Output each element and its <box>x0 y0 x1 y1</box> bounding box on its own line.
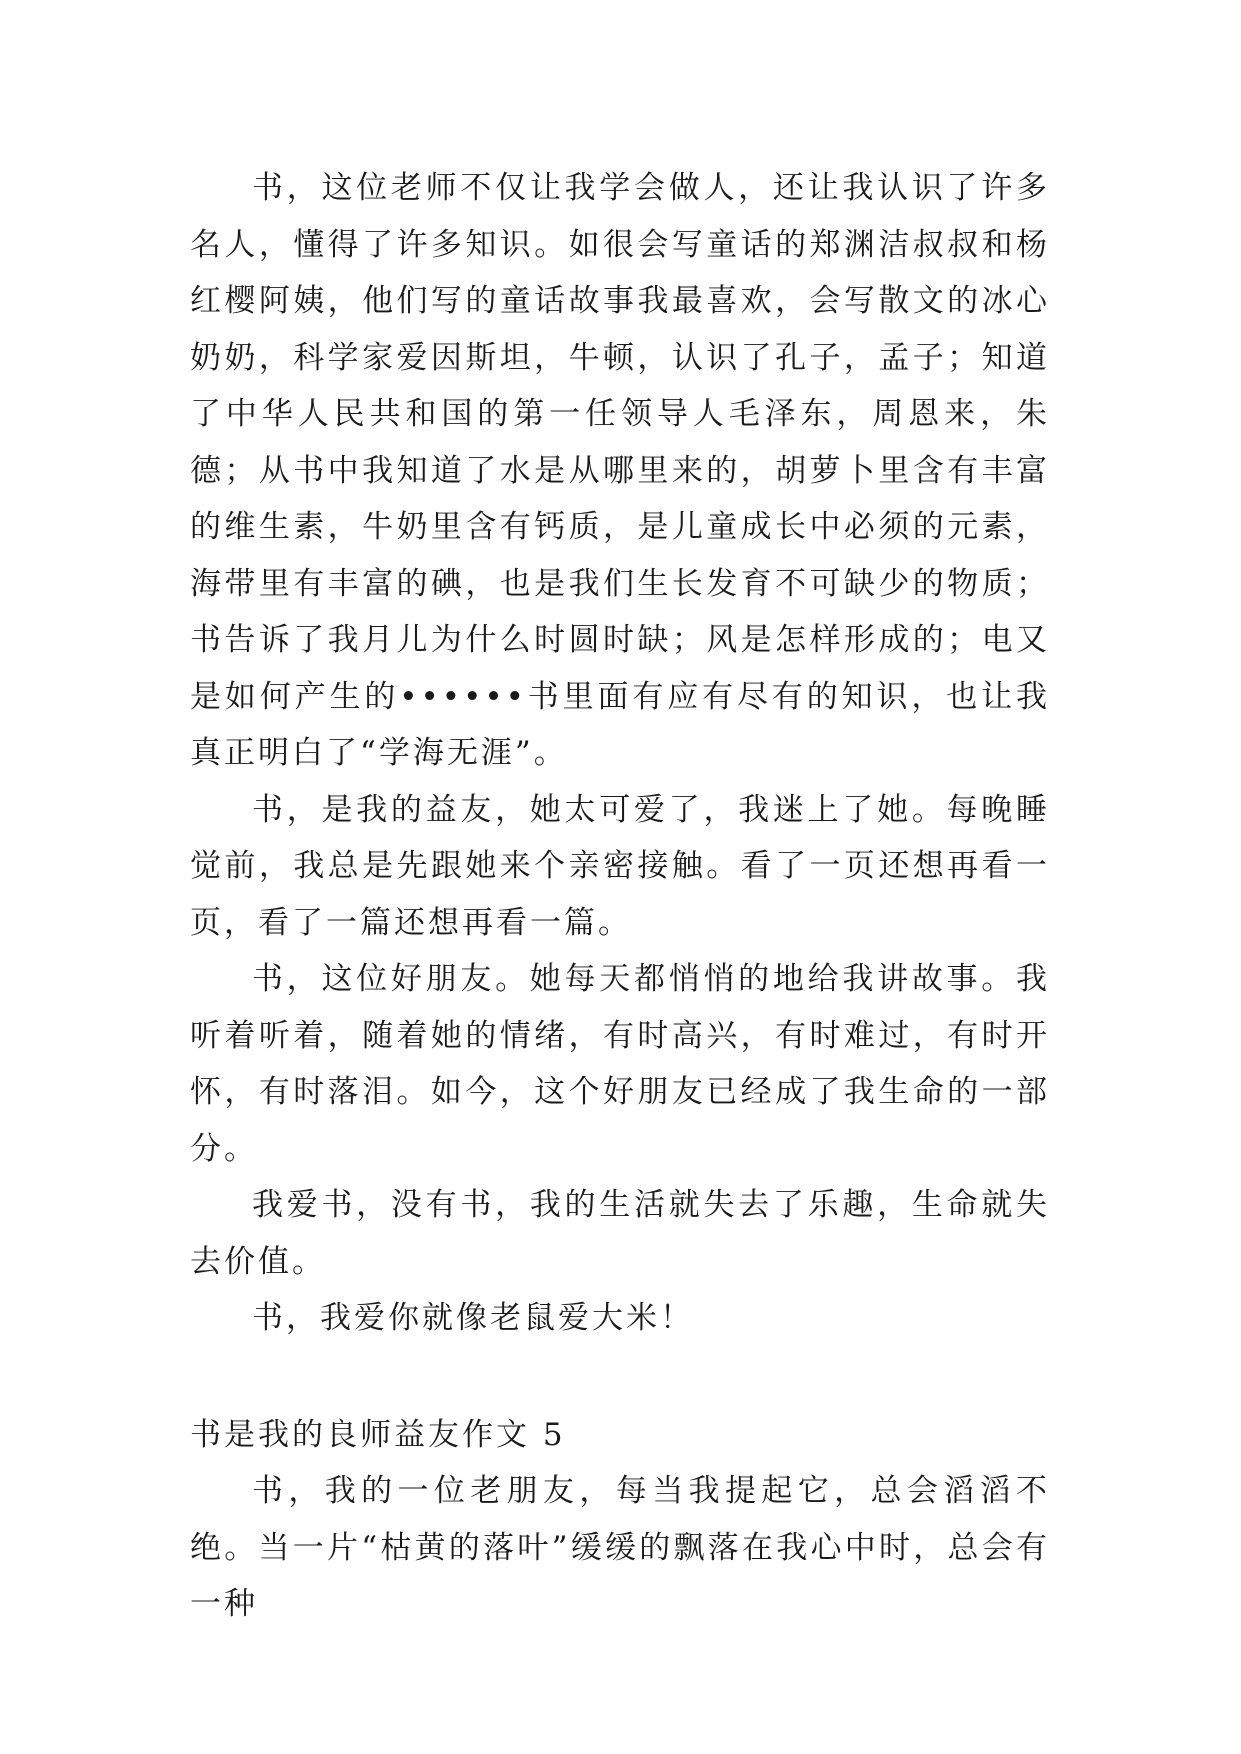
paragraph-good-friend: 书，是我的益友，她太可爱了，我迷上了她。每晚睡觉前，我总是先跟她来个亲密接触。看了一页还想再看一页，看了一篇还想再看一篇。 <box>190 791 1050 941</box>
paragraph-knowledge: 书，这位老师不仅让我学会做人，还让我认识了许多名人，懂得了许多知识。如很会写童话的郑渊洁叔叔和杨红樱阿姨，他们写的童话故事我最喜欢，会写散文的冰心奶奶，科学家爱因斯坦，牛顿，认识了孔子，孟子；知道了中华人民共和国的第一任领导人毛泽东，周恩来，朱德；从书中我知道了水是从哪里来的，胡萝卜里含有丰富的维生素，牛奶里含有钙质，是儿童成长中必须的元素，海带里有丰富的碘，也是我们生长发育不可缺少的物质；书告诉了我月儿为什么时圆时缺；风是怎样形成的；电又是如何产生的••••••书里面有应有尽有的知识，也让我真正明白了“学海无涯”。 <box>190 170 1050 771</box>
paragraph-story-teller: 书，这位好朋友。她每天都悄悄的地给我讲故事。我听着听着，随着她的情绪，有时高兴，有时难过，有时开怀，有时落泪。如今，这个好朋友已经成了我生命的一部分。 <box>190 961 1050 1167</box>
paragraph-closing: 书，我爱你就像老鼠爱大米！ <box>252 1300 694 1336</box>
paragraph-love-books: 我爱书，没有书，我的生活就失去了乐趣，生命就失去价值。 <box>190 1187 1050 1280</box>
document-body <box>190 160 1050 1633</box>
section-title: 书是我的良师益友作文 5 <box>190 1416 566 1453</box>
paragraph-old-friend: 书，我的一位老朋友，每当我提起它，总会滔滔不绝。当一片“枯黄的落叶”缓缓的飘落在我心中时，总会有一种 <box>190 1473 1050 1622</box>
